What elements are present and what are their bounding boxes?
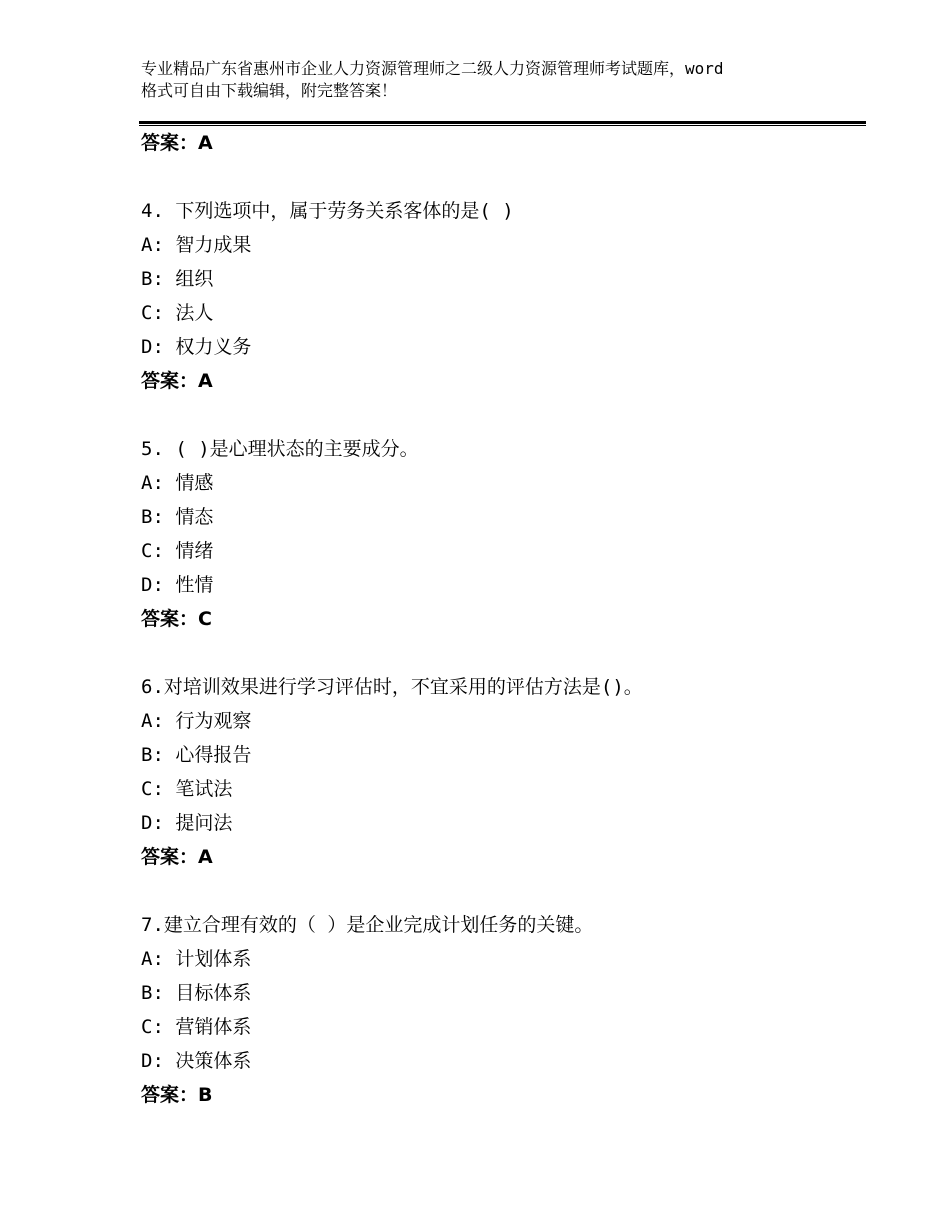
answer-value: C — [198, 608, 212, 630]
header-rule-thick — [139, 121, 866, 124]
answer-line — [141, 840, 861, 874]
question-text: 6.对培训效果进行学习评估时，不宜采用的评估方法是()。 — [141, 676, 643, 698]
option-c: C: 情绪 — [141, 540, 214, 562]
option-a: A: 计划体系 — [141, 948, 252, 970]
question-block-5 — [141, 432, 861, 636]
option-a: A: 行为观察 — [141, 710, 252, 732]
header-title-line-2: 格式可自由下载编辑，附完整答案！ — [141, 81, 398, 100]
question-block-4 — [141, 194, 861, 398]
question-text: 5. ( )是心理状态的主要成分。 — [141, 438, 419, 460]
option-a: A: 智力成果 — [141, 234, 252, 256]
option-b: B: 组织 — [141, 268, 214, 290]
option-b: B: 心得报告 — [141, 744, 252, 766]
answer-label: 答案： — [141, 846, 199, 868]
question-text: 4. 下列选项中，属于劳务关系客体的是( ) — [141, 200, 514, 222]
option-d: D: 权力义务 — [141, 336, 252, 358]
option-a: A: 情感 — [141, 472, 214, 494]
option-d: D: 性情 — [141, 574, 214, 596]
question-list — [141, 126, 861, 1112]
answer-label: 答案： — [141, 1084, 199, 1106]
option-d: D: 提问法 — [141, 812, 233, 834]
answer-line — [141, 126, 861, 160]
answer-value: A — [198, 846, 213, 868]
option-c: C: 营销体系 — [141, 1016, 252, 1038]
answer-label: 答案： — [141, 132, 199, 154]
answer-line — [141, 602, 861, 636]
answer-label: 答案： — [141, 370, 199, 392]
question-text: 7.建立合理有效的（ ）是企业完成计划任务的关键。 — [141, 914, 594, 936]
question-block-6 — [141, 670, 861, 874]
answer-line — [141, 1078, 861, 1112]
answer-line — [141, 364, 861, 398]
option-b: B: 情态 — [141, 506, 214, 528]
document-header — [141, 58, 841, 102]
option-b: B: 目标体系 — [141, 982, 252, 1004]
option-c: C: 法人 — [141, 302, 214, 324]
answer-value: B — [198, 1084, 213, 1106]
answer-value: A — [198, 370, 213, 392]
answer-label: 答案： — [141, 608, 199, 630]
question-block-7 — [141, 908, 861, 1112]
option-c: C: 笔试法 — [141, 778, 233, 800]
header-title-line-1: 专业精品广东省惠州市企业人力资源管理师之二级人力资源管理师考试题库，word — [141, 59, 724, 78]
answer-value: A — [198, 132, 213, 154]
option-d: D: 决策体系 — [141, 1050, 252, 1072]
